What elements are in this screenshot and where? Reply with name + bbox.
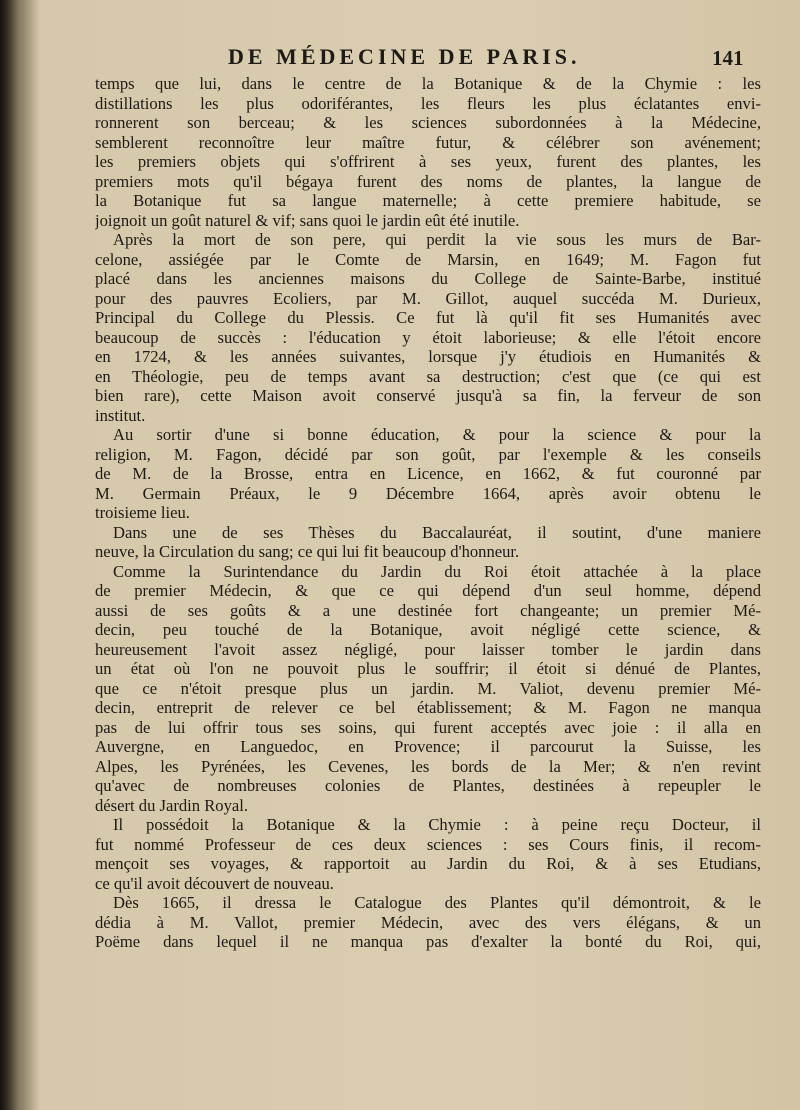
text-line: Auvergne, en Languedoc, en Provence; il parcourut la Suisse, les xyxy=(95,737,761,756)
text-line: decin, entreprit de relever ce bel établissement; & M. Fagon ne manqua xyxy=(95,698,761,717)
text-line: que ce n'étoit presque plus un jardin. M. Valiot, devenu premier Mé- xyxy=(95,678,761,698)
text-line: decin, peu touché de la Botanique, avoit négligé cette science, & xyxy=(95,620,761,639)
text-line: de M. de la Brosse, entra en Licence, en 1662, & fut couronné par xyxy=(95,464,761,483)
text-line: semblerent reconnoître leur maître futur, & célébrer son avénement; xyxy=(95,132,761,152)
text-line: Dans une de ses Thèses du Baccalauréat, il soutint, d'une maniere xyxy=(113,522,761,542)
text-line: Poëme dans lequel il ne manqua pas d'exalter la bonté du Roi, qui, xyxy=(95,932,761,951)
text-line: institut. xyxy=(95,405,146,425)
text-line: en 1724, & les années suivantes, lorsque j'y étudiois en Humanités & xyxy=(95,347,761,366)
text-line: pour des pauvres Ecoliers, par M. Gillot, auquel succéda M. Durieux, xyxy=(95,288,761,308)
text-line: désert du Jardin Royal. xyxy=(95,795,248,815)
text-line: celone, assiégée par le Comte de Marsin, en 1649; M. Fagon fut xyxy=(95,249,761,269)
text-line: les premiers objets qui s'offrirent à ses yeux, furent des plantes, les xyxy=(95,152,761,171)
body-text xyxy=(95,74,761,952)
text-line: dédia à M. Vallot, premier Médecin, avec des vers élégans, & un xyxy=(95,912,761,932)
text-line: Comme la Surintendance du Jardin du Roi étoit attachée à la place xyxy=(113,561,761,581)
text-line: qu'avec de nombreuses colonies de Plantes, destinées à repeupler le xyxy=(95,776,761,795)
binding-shadow xyxy=(0,0,40,1110)
text-line: bien rare), cette Maison avoit conservé jusqu'à sa fin, la ferveur de son xyxy=(95,386,761,405)
text-line: temps que lui, dans le centre de la Botanique & de la Chymie : les xyxy=(95,74,761,93)
text-line: Principal du College du Plessis. Ce fut là qu'il fit ses Humanités avec xyxy=(95,308,761,327)
page-header xyxy=(0,44,800,74)
text-line: fut nommé Professeur de ces deux sciences : ses Cours finis, il recom- xyxy=(95,834,761,854)
text-line: un état où l'on ne pouvoit plus le souffrir; il étoit si dénué de Plantes, xyxy=(95,659,761,678)
text-line: la Botanique fut sa langue maternelle; à cette premiere habitude, se xyxy=(95,191,761,210)
text-line: Au sortir d'une si bonne éducation, & pour la science & pour la xyxy=(113,425,761,444)
text-line: ce qu'il avoit découvert de nouveau. xyxy=(95,873,334,893)
text-line: ronnerent son berceau; & les sciences subordonnées à la Médecine, xyxy=(95,113,761,132)
text-line: Après la mort de son pere, qui perdit la vie sous les murs de Bar- xyxy=(113,230,761,249)
page-number: 141 xyxy=(712,46,744,70)
text-line: Il possédoit la Botanique & la Chymie : à peine reçu Docteur, il xyxy=(113,815,761,834)
text-line: mençoit ses voyages, & rapportoit au Jardin du Roi, & à ses Etudians, xyxy=(95,854,761,873)
text-line: beaucoup de succès : l'éducation y étoit laborieuse; & elle l'étoit encore xyxy=(95,327,761,347)
text-line: pas de lui offrir tous ses soins, qui furent acceptés avec joie : il alla en xyxy=(95,717,761,737)
text-line: troisieme lieu. xyxy=(95,503,190,522)
text-line: distillations les plus odoriférantes, les fleurs les plus éclatantes envi- xyxy=(95,93,761,113)
running-head: DE MÉDECINE DE PARIS. xyxy=(228,44,581,69)
text-line: en Théologie, peu de temps avant sa destruction; c'est que (ce qui est xyxy=(95,366,761,386)
text-line: de premier Médecin, & que ce qui dépend d'un seul homme, dépend xyxy=(95,581,761,600)
text-line: religion, M. Fagon, décidé par son goût, par l'exemple & les conseils xyxy=(95,444,761,464)
text-line: premiers mots qu'il bégaya furent des noms de plantes, la langue de xyxy=(95,171,761,191)
text-line: aussi de ses goûts & a une destinée fort changeante; un premier Mé- xyxy=(95,600,761,620)
text-line: neuve, la Circulation du sang; ce qui lui fit beaucoup d'honneur. xyxy=(95,542,520,561)
text-line: heureusement l'avoit assez négligé, pour laisser tomber le jardin dans xyxy=(95,639,761,659)
text-line: joignoit un goût naturel & vif; sans quoi le jardin eût été inutile. xyxy=(95,210,520,230)
text-line: M. Germain Préaux, le 9 Décembre 1664, après avoir obtenu le xyxy=(95,483,761,503)
text-line: Alpes, les Pyrénées, les Cevenes, les bords de la Mer; & n'en revint xyxy=(95,756,761,776)
text-line: placé dans les anciennes maisons du College de Sainte-Barbe, institué xyxy=(95,269,761,288)
text-line: Dès 1665, il dressa le Catalogue des Plantes qu'il démontroit, & le xyxy=(113,893,761,912)
